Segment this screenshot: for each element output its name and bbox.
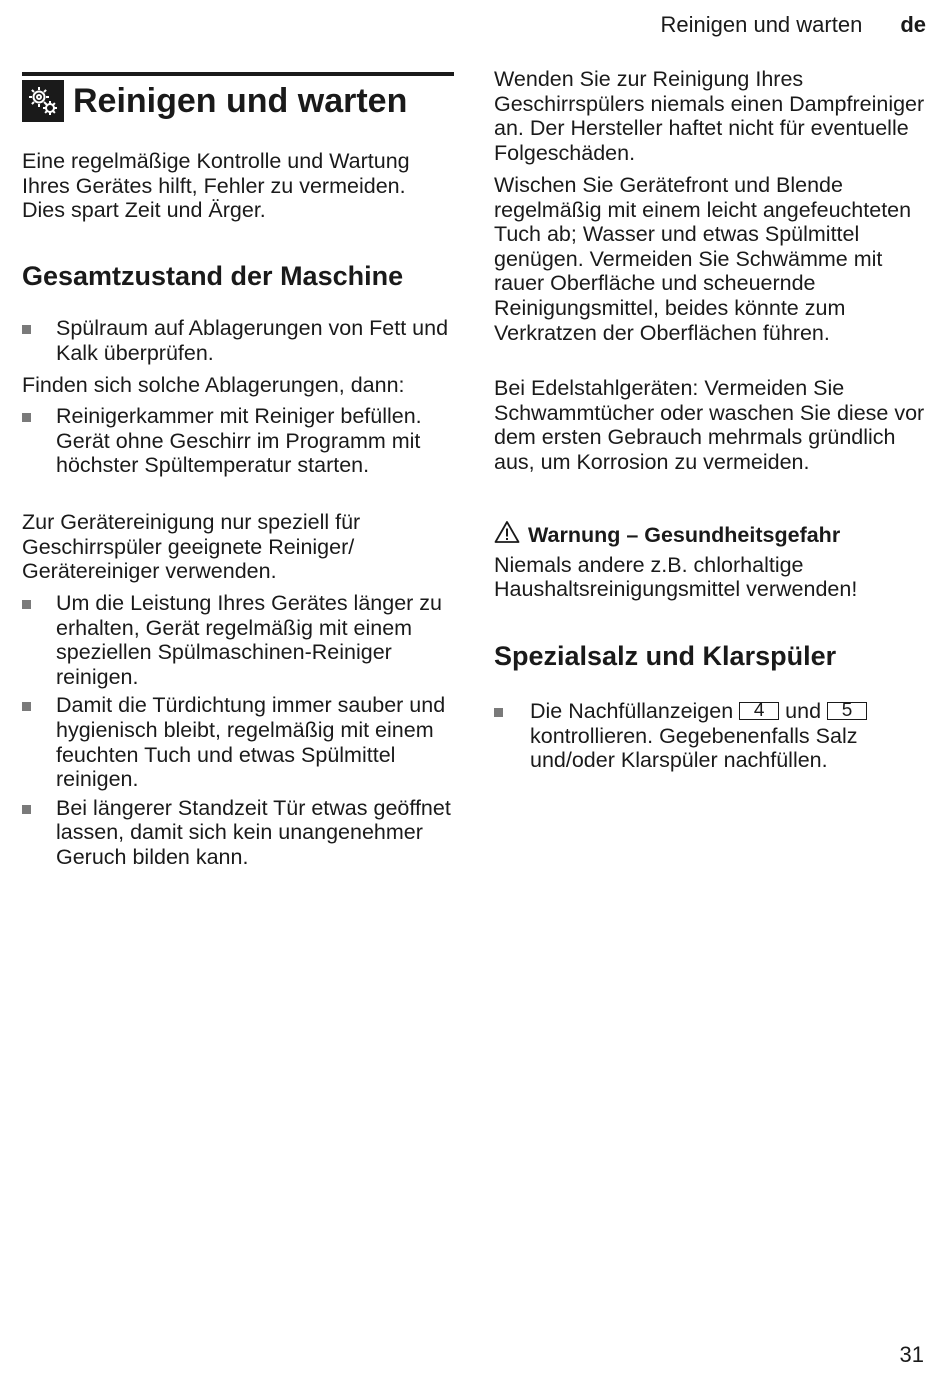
bullet-square-icon xyxy=(22,600,31,609)
chapter-title: Reinigen und warten xyxy=(73,82,408,120)
paragraph-wipe-front: Wischen Sie Gerätefront und Blende regelmäßig mit einem leicht angefeuchteten Tuch ab; Wasser und etwas Spülmittel genügen. Vermeiden Sie Schwämme mit rauer Oberfläche und scheuernde Reinigungsmittel, beides könnte zum Verkratzen der Oberflächen führen. xyxy=(494,173,912,345)
paragraph-deposits-found: Finden sich solche Ablagerungen, dann: xyxy=(22,373,405,397)
chapter-heading xyxy=(22,72,454,122)
warning-heading xyxy=(494,520,926,550)
paragraph-cleaner-advice: Zur Gerätereinigung nur speziell für Geschirrspüler geeignete Reiniger/ Gerätereiniger verwenden. xyxy=(22,510,361,584)
gear-cleaning-icon xyxy=(22,80,64,122)
bullet-list-check xyxy=(22,316,454,371)
bullet-square-icon xyxy=(22,413,31,422)
list-item: Spülraum auf Ablagerungen von Fett und Kalk überprüfen. xyxy=(22,316,454,365)
warning-block xyxy=(494,520,926,602)
bullet-square-icon xyxy=(22,325,31,334)
bullet-square-icon xyxy=(22,805,31,814)
refill-indicator-5: 5 xyxy=(827,702,867,720)
warning-title: Warnung – Gesundheitsgefahr xyxy=(528,522,841,547)
bullet-list-refill xyxy=(494,699,926,779)
list-item: Die Nachfüllanzeigen 4 und 5 kontrollieren. Gegebenenfalls Salz und/oder Klarspüler nachfüllen. xyxy=(494,699,926,773)
header-section-title: Reinigen und warten xyxy=(660,12,863,37)
list-item: Um die Leistung Ihres Gerätes länger zu erhalten, Gerät regelmäßig mit einem speziellen Spülmaschinen-Reiniger reinigen. xyxy=(22,591,454,689)
bullet-square-icon xyxy=(494,708,503,717)
list-item: Bei längerer Standzeit Tür etwas geöffnet lassen, damit sich kein unangenehmer Geruch bilden kann. xyxy=(22,796,454,870)
intro-paragraph: Eine regelmäßige Kontrolle und Wartung Ihres Gerätes hilft, Fehler zu vermeiden. Dies spart Zeit und Ärger. xyxy=(22,149,410,223)
section-heading-machine-condition: Gesamtzustand der Maschine xyxy=(22,261,404,291)
list-item: Damit die Türdichtung immer sauber und hygienisch bleibt, regelmäßig mit einem feuchten Tuch und etwas Spülmittel reinigen. xyxy=(22,693,454,791)
page-number: 31 xyxy=(899,1342,924,1367)
section-heading-salt-rinse-aid: Spezialsalz und Klarspüler xyxy=(494,641,837,671)
bullet-list-maintenance xyxy=(22,591,454,876)
refill-indicator-4: 4 xyxy=(739,702,779,720)
bullet-square-icon xyxy=(22,702,31,711)
bullet-list-cleaner-chamber xyxy=(22,404,454,484)
warning-triangle-icon xyxy=(494,520,520,550)
paragraph-no-steam-cleaner: Wenden Sie zur Reinigung Ihres Geschirrspülers niemals einen Dampfreiniger an. Der Hersteller haftet nicht für eventuelle Folgeschäden. xyxy=(494,67,925,165)
page-header xyxy=(661,12,927,38)
warning-text: Niemals andere z.B. chlorhaltige Haushaltsreinigungsmittel verwenden! xyxy=(494,552,858,602)
header-language: de xyxy=(900,12,926,37)
list-item: Reinigerkammer mit Reiniger befüllen. Gerät ohne Geschirr im Programm mit höchster Spültemperatur starten. xyxy=(22,404,454,478)
paragraph-stainless-steel: Bei Edelstahlgeräten: Vermeiden Sie Schwammtücher oder waschen Sie diese vor dem ersten Gebrauch mehrmals gründlich aus, um Korrosion zu vermeiden. xyxy=(494,376,925,474)
